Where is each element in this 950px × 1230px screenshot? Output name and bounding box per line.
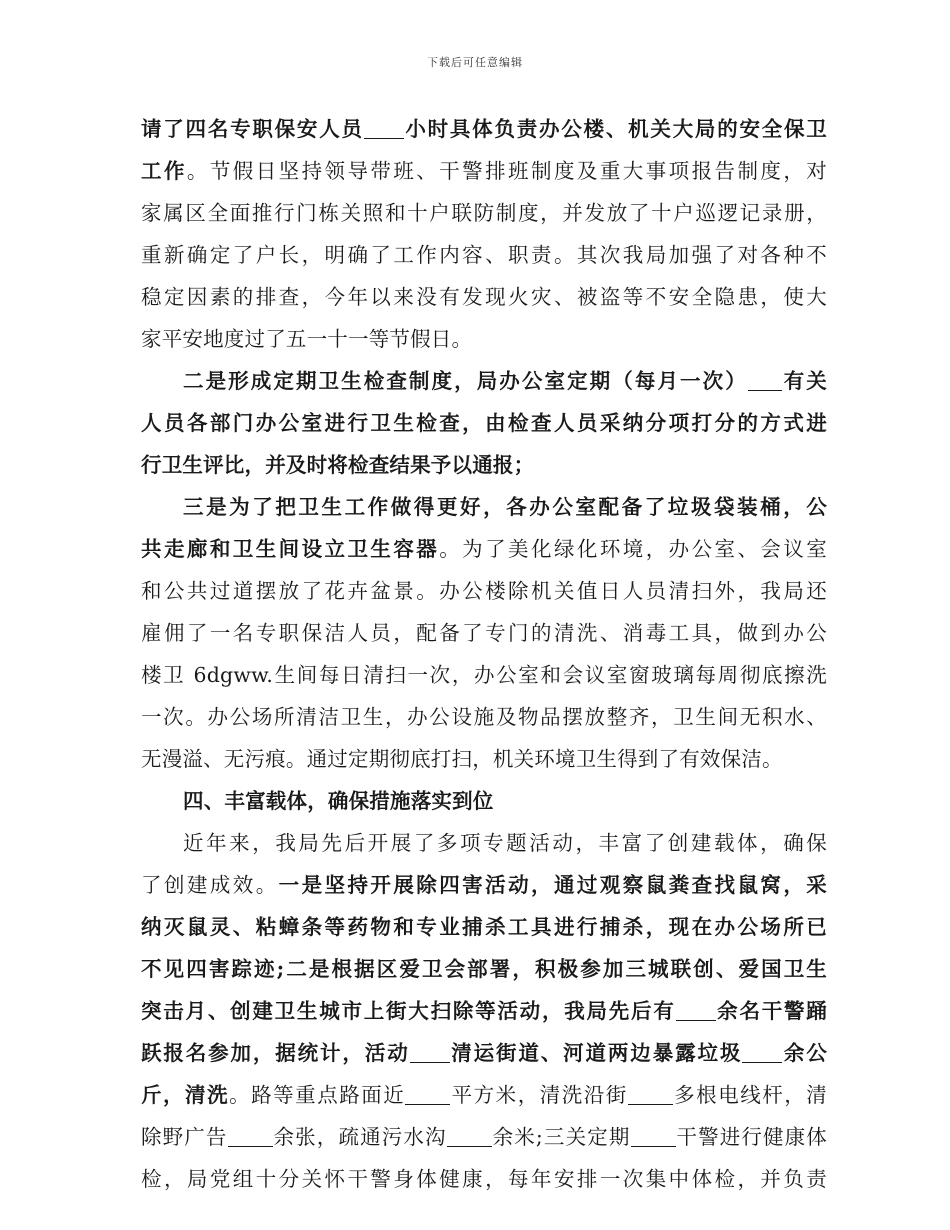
blank-field (228, 1126, 273, 1147)
text-line: 稳定因素的排查，今年以来没有发现火灾、被盗等不安全隐患，使大 (141, 285, 827, 309)
blank-field (410, 1042, 450, 1063)
text-line: 不见四害踪迹;二是根据区爱卫会部署，积极参加三城联创、爱国卫生 (141, 957, 827, 981)
text-line: 二是形成定期卫生检查制度，局办公室定期（每月一次） 有关 (183, 369, 827, 393)
text-line: 纳灭鼠灵、粘蟑条等药物和专业捕杀工具进行捕杀，现在办公场所已 (141, 915, 827, 939)
page-header: 下载后可任意编辑 (427, 56, 523, 69)
text-line: 请了四名专职保安人员 小时具体负责办公楼、机关大局的安全保卫 (141, 117, 827, 141)
text-line: 检，局党组十分关怀干警身体健康，每年安排一次集中体检，并负责 (141, 1167, 827, 1191)
text-line: 和公共过道摆放了花卉盆景。办公楼除机关值日人员清扫外，我局还 (141, 579, 827, 603)
blank-field (748, 370, 782, 391)
text-line: 家属区全面推行门栋关照和十户联防制度，并发放了十户巡逻记录册， (141, 201, 827, 225)
blank-field (742, 1042, 782, 1063)
text-line: 了创建成效。一是坚持开展除四害活动，通过观察鼠粪查找鼠窝，采 (141, 873, 827, 897)
text-line: 近年来，我局先后开展了多项专题活动，丰富了创建载体，确保 (183, 831, 827, 855)
section-heading: 四、丰富载体，确保措施落实到位 (183, 789, 494, 813)
text-line: 跃报名参加，据统计，活动 清运街道、河道两边暴露垃圾 余公 (141, 1041, 827, 1065)
text-line: 斤，清洗。路等重点路面近 平方米，清洗沿街 多根电线杆，清 (141, 1083, 827, 1107)
blank-field (628, 1084, 673, 1105)
text-line: 三是为了把卫生工作做得更好，各办公室配备了垃圾袋装桶，公 (183, 495, 827, 519)
blank-field (631, 1126, 676, 1147)
text-line: 行卫生评比，并及时将检查结果予以通报； (141, 453, 535, 477)
text-line: 雇佣了一名专职保洁人员，配备了专门的清洗、消毒工具，做到办公 (141, 621, 827, 645)
blank-field (676, 1000, 716, 1021)
blank-field (405, 1084, 450, 1105)
blank-field (364, 118, 404, 139)
text-line: 一次。办公场所清洁卫生，办公设施及物品摆放整齐，卫生间无积水、 (141, 705, 827, 729)
blank-field (447, 1126, 492, 1147)
text-line: 无漫溢、无污痕。通过定期彻底打扫，机关环境卫生得到了有效保洁。 (141, 747, 783, 771)
text-line: 除野广告 余张，疏通污水沟 余米;三关定期 干警进行健康体 (141, 1125, 827, 1149)
text-line: 重新确定了户长，明确了工作内容、职责。其次我局加强了对各种不 (141, 243, 827, 267)
text-line: 人员各部门办公室进行卫生检查，由检查人员采纳分项打分的方式进 (141, 411, 827, 435)
document-body (141, 108, 827, 1200)
text-line: 共走廊和卫生间设立卫生容器。为了美化绿化环境，办公室、会议室 (141, 537, 827, 561)
text-line: 突击月、创建卫生城市上街大扫除等活动，我局先后有 余名干警踊 (141, 999, 827, 1023)
text-line: 工作。节假日坚持领导带班、干警排班制度及重大事项报告制度，对 (141, 159, 827, 183)
text-line: 家平安地度过了五一十一等节假日。 (141, 327, 473, 351)
text-line: 楼卫 6dgww.生间每日清扫一次，办公室和会议室窗玻璃每周彻底擦洗 (141, 663, 827, 687)
